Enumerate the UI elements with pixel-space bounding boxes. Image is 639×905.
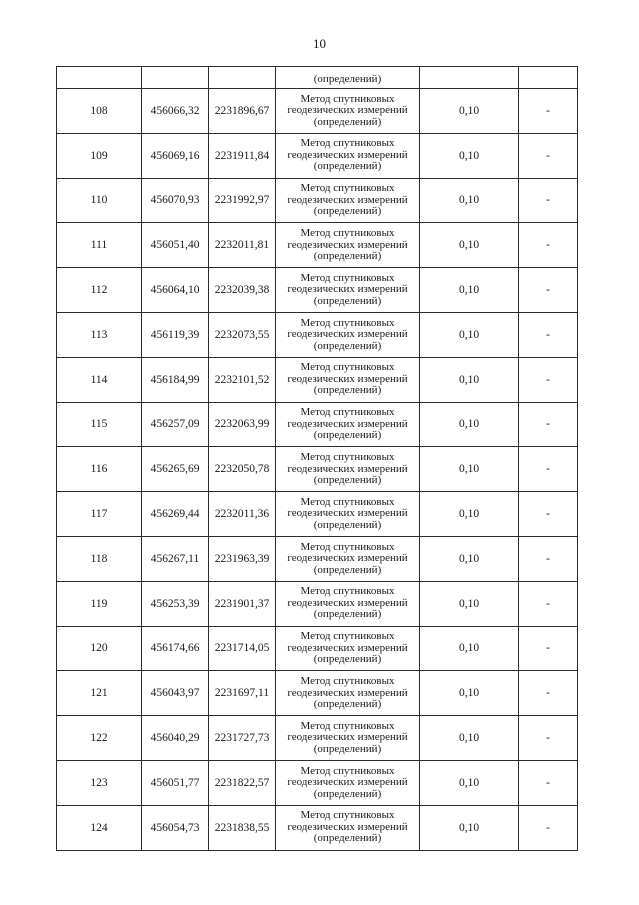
method-line: (определений) — [313, 518, 382, 531]
cell-accuracy: 0,10 — [420, 760, 519, 805]
cell-point: 118 — [57, 536, 142, 581]
method-line: геодезических измерений — [287, 507, 408, 520]
cell-x: 456119,39 — [142, 312, 209, 357]
cell-x — [142, 67, 209, 89]
cell-x: 456043,97 — [142, 671, 209, 716]
cell-method — [276, 402, 420, 447]
table-row — [57, 581, 578, 626]
cell-x: 456070,93 — [142, 178, 209, 223]
cell-note: - — [519, 402, 578, 447]
cell-method — [276, 223, 420, 268]
cell-y: 2231901,37 — [209, 581, 276, 626]
cell-x: 456040,29 — [142, 716, 209, 761]
cell-method — [276, 89, 420, 134]
method-line: Метод спутниковых — [300, 495, 395, 508]
cell-y: 2231911,84 — [209, 133, 276, 178]
cell-note: - — [519, 760, 578, 805]
cell-note: - — [519, 89, 578, 134]
cell-method — [276, 626, 420, 671]
method-line: Метод спутниковых — [300, 719, 395, 732]
cell-accuracy: 0,10 — [420, 626, 519, 671]
cell-x: 456054,73 — [142, 805, 209, 850]
coordinates-table-body — [57, 67, 578, 851]
table-row — [57, 626, 578, 671]
cell-point: 120 — [57, 626, 142, 671]
cell-method — [276, 581, 420, 626]
method-line: Метод спутниковых — [300, 809, 395, 822]
table-row — [57, 268, 578, 313]
cell-y: 2232011,36 — [209, 492, 276, 537]
cell-note: - — [519, 178, 578, 223]
method-line: (определений) — [313, 563, 382, 576]
method-line: геодезических измерений — [287, 462, 408, 475]
table-row — [57, 447, 578, 492]
cell-point: 108 — [57, 89, 142, 134]
method-line: (определений) — [313, 474, 382, 487]
page-number: 10 — [313, 36, 326, 51]
cell-point: 117 — [57, 492, 142, 537]
method-line: (определений) — [313, 608, 382, 621]
cell-note: - — [519, 671, 578, 716]
method-line: (определений) — [313, 742, 382, 755]
cell-accuracy: 0,10 — [420, 402, 519, 447]
method-line: (определений) — [313, 339, 382, 352]
cell-x: 456174,66 — [142, 626, 209, 671]
cell-accuracy: 0,10 — [420, 805, 519, 850]
cell-y: 2231697,11 — [209, 671, 276, 716]
cell-point: 109 — [57, 133, 142, 178]
cell-x: 456253,39 — [142, 581, 209, 626]
cell-note: - — [519, 312, 578, 357]
cell-method — [276, 268, 420, 313]
cell-x: 456051,40 — [142, 223, 209, 268]
cell-note — [519, 67, 578, 89]
cell-point: 110 — [57, 178, 142, 223]
cell-point: 115 — [57, 402, 142, 447]
method-line: геодезических измерений — [287, 776, 408, 789]
cell-accuracy: 0,10 — [420, 536, 519, 581]
method-line: геодезических измерений — [287, 686, 408, 699]
cell-method — [276, 760, 420, 805]
cell-x: 456265,69 — [142, 447, 209, 492]
cell-accuracy: 0,10 — [420, 492, 519, 537]
cell-y: 2231992,97 — [209, 178, 276, 223]
cell-x: 456064,10 — [142, 268, 209, 313]
method-line: геодезических измерений — [287, 283, 408, 296]
cell-accuracy: 0,10 — [420, 716, 519, 761]
method-line: геодезических измерений — [287, 552, 408, 565]
table-row — [57, 492, 578, 537]
cell-y: 2232073,55 — [209, 312, 276, 357]
cell-note: - — [519, 447, 578, 492]
method-line: Метод спутниковых — [300, 585, 395, 598]
method-line: геодезических измерений — [287, 417, 408, 430]
cell-x: 456066,32 — [142, 89, 209, 134]
method-line: (определений) — [313, 294, 382, 307]
method-line: Метод спутниковых — [300, 137, 395, 150]
cell-point: 116 — [57, 447, 142, 492]
method-line: геодезических измерений — [287, 148, 408, 161]
cell-accuracy: 0,10 — [420, 357, 519, 402]
method-line: Метод спутниковых — [300, 182, 395, 195]
cell-note: - — [519, 536, 578, 581]
cell-y: 2232011,81 — [209, 223, 276, 268]
method-line: (определений) — [313, 429, 382, 442]
method-line: Метод спутниковых — [300, 316, 395, 329]
table-row — [57, 671, 578, 716]
method-line: Метод спутниковых — [300, 92, 395, 105]
table-row — [57, 178, 578, 223]
method-line: геодезических измерений — [287, 238, 408, 251]
cell-x: 456267,11 — [142, 536, 209, 581]
table-row — [57, 89, 578, 134]
method-line: геодезических измерений — [287, 328, 408, 341]
table-row — [57, 223, 578, 268]
method-line: Метод спутниковых — [300, 271, 395, 284]
cell-y: 2232039,38 — [209, 268, 276, 313]
cell-method — [276, 716, 420, 761]
cell-method — [276, 805, 420, 850]
method-line: (определений) — [313, 787, 382, 800]
cell-accuracy: 0,10 — [420, 178, 519, 223]
cell-note: - — [519, 268, 578, 313]
method-line: (определений) — [313, 698, 382, 710]
method-line: геодезических измерений — [287, 641, 408, 654]
cell-point: 123 — [57, 760, 142, 805]
cell-note: - — [519, 581, 578, 626]
method-line: (определений) — [313, 160, 382, 173]
cell-y — [209, 67, 276, 89]
table-row — [57, 133, 578, 178]
method-line: (определений) — [313, 384, 382, 397]
table-row — [57, 312, 578, 357]
cell-accuracy: 0,10 — [420, 312, 519, 357]
cell-point — [57, 67, 142, 89]
cell-note: - — [519, 492, 578, 537]
method-line: (определений) — [313, 250, 382, 263]
cell-accuracy: 0,10 — [420, 268, 519, 313]
method-line: геодезических измерений — [287, 820, 408, 833]
cell-x: 456269,44 — [142, 492, 209, 537]
method-line: Метод спутниковых — [300, 675, 395, 687]
cell-x: 456184,99 — [142, 357, 209, 402]
cell-y: 2232063,99 — [209, 402, 276, 447]
cell-point: 122 — [57, 716, 142, 761]
table-row — [57, 805, 578, 850]
cell-y: 2232050,78 — [209, 447, 276, 492]
cell-note: - — [519, 805, 578, 850]
method-line: (определений) — [313, 115, 382, 128]
cell-x: 456069,16 — [142, 133, 209, 178]
cell-point: 112 — [57, 268, 142, 313]
cell-method — [276, 178, 420, 223]
cell-point: 113 — [57, 312, 142, 357]
method-line: (определений) — [313, 653, 382, 666]
cell-point: 121 — [57, 671, 142, 716]
cell-y: 2231838,55 — [209, 805, 276, 850]
table-row — [57, 357, 578, 402]
cell-note: - — [519, 716, 578, 761]
cell-x: 456257,09 — [142, 402, 209, 447]
cell-accuracy: 0,10 — [420, 671, 519, 716]
method-line: геодезических измерений — [287, 193, 408, 206]
method-line: геодезических измерений — [287, 596, 408, 609]
cell-method — [276, 312, 420, 357]
method-line: Метод спутниковых — [300, 764, 395, 777]
method-line: Метод спутниковых — [300, 451, 395, 464]
cell-accuracy — [420, 67, 519, 89]
cell-y: 2231727,73 — [209, 716, 276, 761]
cell-method — [276, 447, 420, 492]
method-line: (определений) — [313, 205, 382, 218]
cell-point: 114 — [57, 357, 142, 402]
method-line: Метод спутниковых — [300, 630, 395, 643]
cell-method — [276, 357, 420, 402]
cell-x: 456051,77 — [142, 760, 209, 805]
table-row — [57, 716, 578, 761]
cell-method — [276, 492, 420, 537]
cell-y: 2231896,67 — [209, 89, 276, 134]
cell-method — [276, 671, 420, 716]
method-line: геодезических измерений — [287, 731, 408, 744]
table-row — [57, 760, 578, 805]
cell-accuracy: 0,10 — [420, 223, 519, 268]
cell-method — [276, 536, 420, 581]
cell-y: 2231963,39 — [209, 536, 276, 581]
cell-accuracy: 0,10 — [420, 89, 519, 134]
method-line: (определений) — [313, 832, 382, 845]
method-line: Метод спутниковых — [300, 361, 395, 374]
cell-y: 2231822,57 — [209, 760, 276, 805]
cell-accuracy: 0,10 — [420, 133, 519, 178]
cell-note: - — [519, 626, 578, 671]
table-row — [57, 402, 578, 447]
method-line: геодезических измерений — [287, 372, 408, 385]
method-line: геодезических измерений — [287, 104, 408, 117]
coordinates-table — [56, 66, 578, 851]
cell-y: 2231714,05 — [209, 626, 276, 671]
cell-point: 124 — [57, 805, 142, 850]
cell-point: 111 — [57, 223, 142, 268]
cell-note: - — [519, 223, 578, 268]
table-row — [57, 536, 578, 581]
cell-accuracy: 0,10 — [420, 447, 519, 492]
method-line: Метод спутниковых — [300, 406, 395, 419]
cell-note: - — [519, 357, 578, 402]
cell-accuracy: 0,10 — [420, 581, 519, 626]
cell-method — [276, 133, 420, 178]
method-line: Метод спутниковых — [300, 227, 395, 240]
cell-point: 119 — [57, 581, 142, 626]
cell-note: - — [519, 133, 578, 178]
cell-method: (определений) — [276, 67, 420, 89]
continued-row — [57, 67, 578, 89]
method-line: Метод спутниковых — [300, 540, 395, 553]
cell-y: 2232101,52 — [209, 357, 276, 402]
